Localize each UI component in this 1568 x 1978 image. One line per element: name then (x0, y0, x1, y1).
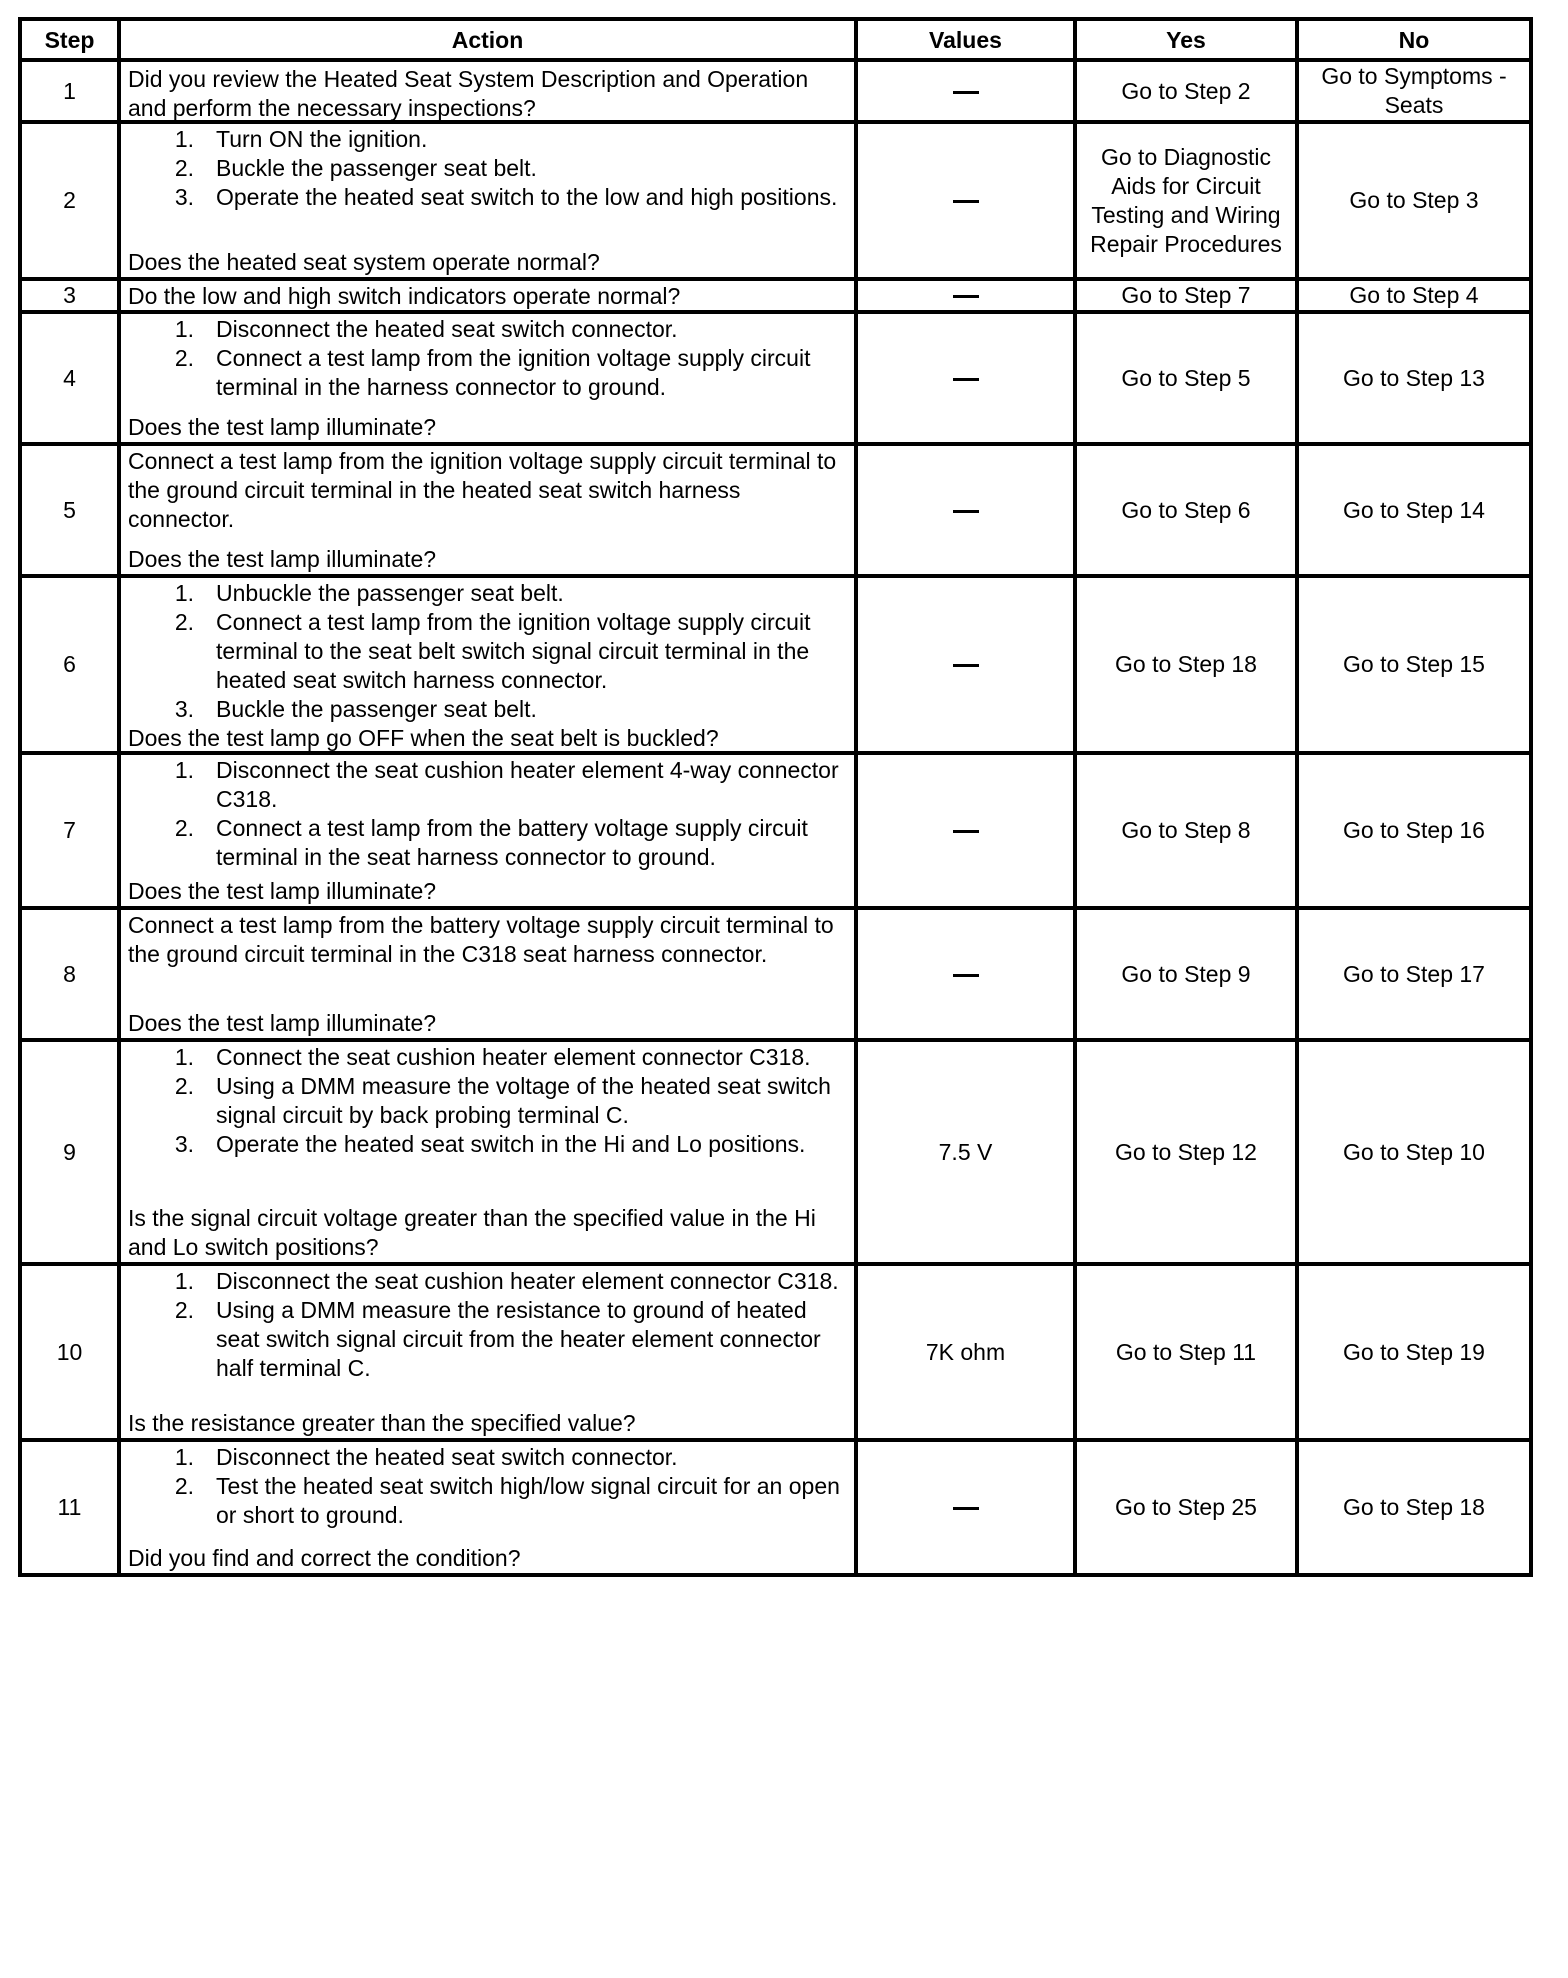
header-no: No (1297, 19, 1531, 60)
list-item-text: Unbuckle the passenger seat belt. (216, 579, 564, 606)
value-cell: 7K ohm (856, 1264, 1075, 1440)
no-cell: Go to Step 19 (1297, 1264, 1531, 1440)
action-question: Does the test lamp illuminate? (128, 413, 437, 440)
no-cell: Go to Symptoms - Seats (1297, 60, 1531, 122)
list-item-text: Connect a test lamp from the battery voltage supply circuit terminal in the seat harness connector to ground. (216, 814, 808, 870)
list-item-text: Test the heated seat switch high/low signal circuit for an open or short to ground. (216, 1472, 840, 1528)
table-row (20, 753, 1531, 908)
yes-cell: Go to Step 5 (1075, 312, 1297, 444)
yes-cell: Go to Step 6 (1075, 444, 1297, 576)
action-question: Does the heated seat system operate normal? (128, 248, 600, 275)
step-number: 3 (20, 279, 119, 312)
value-cell (856, 279, 1075, 312)
list-item-text: Operate the heated seat switch in the Hi and Lo positions. (216, 1130, 806, 1157)
action-cell (119, 279, 856, 312)
list-item (128, 1472, 847, 1530)
no-cell: Go to Step 18 (1297, 1440, 1531, 1575)
list-item-number: 3. (174, 183, 194, 210)
action-list (128, 1267, 847, 1383)
step-number: 4 (20, 312, 119, 444)
list-item-number: 1. (174, 125, 194, 152)
no-cell: Go to Step 14 (1297, 444, 1531, 576)
list-item-text: Connect a test lamp from the ignition voltage supply circuit terminal in the harness connector to ground. (216, 344, 811, 400)
list-item-text: Turn ON the ignition. (216, 125, 428, 152)
list-item-number: 1. (174, 315, 194, 342)
dash-icon (953, 378, 979, 381)
list-item (128, 1267, 847, 1296)
table-row (20, 60, 1531, 122)
yes-cell: Go to Step 11 (1075, 1264, 1297, 1440)
list-item-text: Using a DMM measure the resistance to ground of heated seat switch signal circuit from the heater element connector half terminal C. (216, 1296, 821, 1381)
list-item-number: 2. (174, 154, 194, 181)
no-cell: Go to Step 3 (1297, 122, 1531, 279)
no-cell: Go to Step 17 (1297, 908, 1531, 1040)
value-cell (856, 753, 1075, 908)
action-list (128, 756, 847, 872)
dash-icon (953, 664, 979, 667)
list-item-text: Using a DMM measure the voltage of the heated seat switch signal circuit by back probing terminal C. (216, 1072, 831, 1128)
yes-cell: Go to Diagnostic Aids for Circuit Testing and Wiring Repair Procedures (1075, 122, 1297, 279)
list-item (128, 814, 847, 872)
list-item (128, 608, 847, 695)
action-list (128, 125, 847, 212)
list-item (128, 1072, 847, 1130)
list-item-number: 3. (174, 695, 194, 722)
step-number: 8 (20, 908, 119, 1040)
action-cell (119, 1040, 856, 1264)
header-step: Step (20, 19, 119, 60)
step-number: 9 (20, 1040, 119, 1264)
list-item-number: 1. (174, 1443, 194, 1470)
yes-cell: Go to Step 7 (1075, 279, 1297, 312)
value-cell (856, 312, 1075, 444)
table-row (20, 576, 1531, 753)
action-question: Did you find and correct the condition? (128, 1544, 521, 1571)
value-cell (856, 444, 1075, 576)
action-cell (119, 576, 856, 753)
list-item (128, 579, 847, 608)
list-item-text: Buckle the passenger seat belt. (216, 154, 537, 181)
value-cell: 7.5 V (856, 1040, 1075, 1264)
list-item-text: Disconnect the seat cushion heater element 4-way connector C318. (216, 756, 839, 812)
action-question: Does the test lamp illuminate? (128, 877, 437, 904)
action-list (128, 315, 847, 402)
step-number: 10 (20, 1264, 119, 1440)
step-number: 5 (20, 444, 119, 576)
yes-cell: Go to Step 2 (1075, 60, 1297, 122)
action-cell (119, 753, 856, 908)
list-item-number: 3. (174, 1130, 194, 1157)
yes-cell: Go to Step 18 (1075, 576, 1297, 753)
table-row (20, 279, 1531, 312)
list-item (128, 344, 847, 402)
list-item-number: 2. (174, 1072, 194, 1099)
list-item-number: 2. (174, 608, 194, 635)
yes-cell: Go to Step 12 (1075, 1040, 1297, 1264)
list-item-text: Buckle the passenger seat belt. (216, 695, 537, 722)
action-question: Does the test lamp go OFF when the seat belt is buckled? (128, 724, 719, 751)
no-cell: Go to Step 13 (1297, 312, 1531, 444)
list-item (128, 695, 847, 724)
table-row (20, 122, 1531, 279)
value-cell (856, 60, 1075, 122)
action-cell (119, 312, 856, 444)
action-question: Does the test lamp illuminate? (128, 545, 437, 572)
action-cell (119, 60, 856, 122)
list-item-text: Connect the seat cushion heater element connector C318. (216, 1043, 811, 1070)
action-cell (119, 1440, 856, 1575)
dash-icon (953, 1507, 979, 1510)
no-cell: Go to Step 4 (1297, 279, 1531, 312)
step-number: 1 (20, 60, 119, 122)
list-item (128, 1443, 847, 1472)
list-item-number: 1. (174, 1043, 194, 1070)
header-row (20, 19, 1531, 60)
list-item-number: 1. (174, 756, 194, 783)
table-row (20, 908, 1531, 1040)
table-row (20, 1440, 1531, 1575)
no-cell: Go to Step 10 (1297, 1040, 1531, 1264)
list-item (128, 154, 847, 183)
step-number: 2 (20, 122, 119, 279)
list-item (128, 1043, 847, 1072)
list-item (128, 756, 847, 814)
yes-cell: Go to Step 9 (1075, 908, 1297, 1040)
list-item-number: 2. (174, 1472, 194, 1499)
action-cell (119, 1264, 856, 1440)
dash-icon (953, 295, 979, 298)
dash-icon (953, 510, 979, 513)
no-cell: Go to Step 15 (1297, 576, 1531, 753)
action-cell (119, 444, 856, 576)
header-action: Action (119, 19, 856, 60)
header-yes: Yes (1075, 19, 1297, 60)
value-cell (856, 908, 1075, 1040)
list-item (128, 183, 847, 212)
action-cell (119, 122, 856, 279)
list-item-text: Connect a test lamp from the ignition voltage supply circuit terminal to the seat belt switch signal circuit terminal in the heated seat switch harness connector. (216, 608, 811, 693)
list-item-text: Disconnect the seat cushion heater element connector C318. (216, 1267, 839, 1294)
action-cell (119, 908, 856, 1040)
action-list (128, 1443, 847, 1530)
action-text: Did you review the Heated Seat System Description and Operation and perform the necessary inspections? (128, 65, 809, 121)
yes-cell: Go to Step 8 (1075, 753, 1297, 908)
list-item (128, 315, 847, 344)
list-item-number: 2. (174, 814, 194, 841)
action-list (128, 579, 847, 724)
value-cell (856, 122, 1075, 279)
dash-icon (953, 830, 979, 833)
action-question: Does the test lamp illuminate? (128, 1009, 437, 1036)
list-item-text: Disconnect the heated seat switch connector. (216, 1443, 678, 1470)
yes-cell: Go to Step 25 (1075, 1440, 1297, 1575)
list-item-number: 2. (174, 1296, 194, 1323)
dash-icon (953, 200, 979, 203)
list-item-text: Disconnect the heated seat switch connector. (216, 315, 678, 342)
list-item (128, 1130, 847, 1159)
list-item-number: 1. (174, 1267, 194, 1294)
action-text: Connect a test lamp from the ignition voltage supply circuit terminal to the ground circuit terminal in the heated seat switch harness connector. (128, 447, 837, 532)
value-cell (856, 1440, 1075, 1575)
list-item-number: 1. (174, 579, 194, 606)
list-item (128, 1296, 847, 1383)
action-list (128, 1043, 847, 1159)
action-text: Do the low and high switch indicators operate normal? (128, 282, 681, 309)
value-cell (856, 576, 1075, 753)
table-row (20, 312, 1531, 444)
step-number: 11 (20, 1440, 119, 1575)
header-values: Values (856, 19, 1075, 60)
diagnostic-table (18, 17, 1533, 1577)
list-item-number: 2. (174, 344, 194, 371)
step-number: 7 (20, 753, 119, 908)
table-row (20, 1264, 1531, 1440)
no-cell: Go to Step 16 (1297, 753, 1531, 908)
table-row (20, 444, 1531, 576)
table-row (20, 1040, 1531, 1264)
action-text: Connect a test lamp from the battery voltage supply circuit terminal to the ground circuit terminal in the C318 seat harness connector. (128, 911, 834, 967)
step-number: 6 (20, 576, 119, 753)
dash-icon (953, 974, 979, 977)
dash-icon (953, 91, 979, 94)
list-item (128, 125, 847, 154)
action-question: Is the resistance greater than the specified value? (128, 1409, 636, 1436)
action-question: Is the signal circuit voltage greater than the specified value in the Hi and Lo switch positions? (128, 1204, 816, 1260)
list-item-text: Operate the heated seat switch to the low and high positions. (216, 183, 838, 210)
